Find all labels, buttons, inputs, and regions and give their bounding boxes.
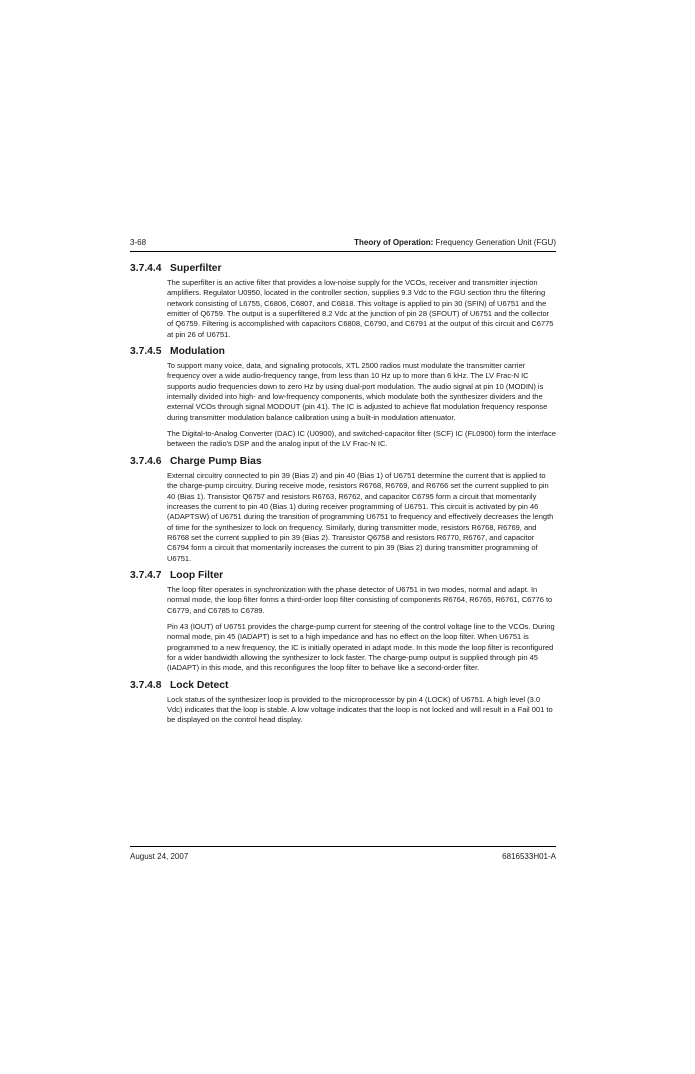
paragraph: The loop filter operates in synchronization with the phase detector of U6751 in two modes, normal and adapt. In normal mode, the loop filter forms a third-order loop filter consisting of components R6764, R6765, R6761, C6776 to C6779, and C6785 to C6789.: [167, 584, 553, 615]
section-number: 3.7.4.4: [130, 263, 162, 274]
section-loop-filter: [130, 570, 556, 674]
document-body: [130, 263, 556, 732]
footer-doc-number: 6816533H01-A: [502, 852, 556, 861]
running-title-chapter: Theory of Operation:: [354, 238, 434, 247]
header-rule: [130, 251, 556, 252]
paragraph: Lock status of the synthesizer loop is provided to the microprocessor by pin 4 (LOCK) of U6751. A high level (3.0 Vdc) indicates that the loop is stable. A low voltage indicates that the loop is not locked and will result in a Fail 001 to be displayed on the control head display.: [167, 694, 553, 725]
section-heading: [130, 346, 556, 357]
section-lock-detect: [130, 680, 556, 726]
footer-date: August 24, 2007: [130, 852, 189, 861]
paragraph: The superfilter is an active filter that provides a low-noise supply for the VCOs, receiver and transmitter injection amplifiers. Regulator U0950, located in the controller section, supplies 9.3 Vdc to the FGU section thru the filtering network consisting of L6755, C6806, C6807, and C6818. This voltage is applied to pin 30 (SFIN) of U6751 and the emitter of Q6759. The output is a superfiltered 8.2 Vdc at the junction of pin 28 (SFOUT) of U6751 and the collector of Q6759. Filtering is accomplished with capacitors C6808, C6790, and C6791 at the output of this circuit and C6775 at pin 26 of U6751.: [167, 278, 554, 339]
paragraph: Pin 43 (IOUT) of U6751 provides the charge-pump current for steering of the control voltage line to the VCOs. During normal mode, pin 45 (IADAPT) is set to a high impedance and has no effect on the loop filter. When U6751 is programmed to a new frequency, the IC is initially operated in adapt mode. In this mode the loop filter is reconfigured for a wider bandwidth allowing the synthesizer to lock faster. The charge-pump output is supplied through pin 45 (IADAPT) in this mode, and this reconfigures the loop filter to behave like a second-order filter.: [167, 621, 555, 673]
section-title: Loop Filter: [170, 569, 224, 581]
running-title: [354, 238, 556, 247]
paragraph: External circuitry connected to pin 39 (Bias 2) and pin 40 (Bias 1) of U6751 determine the current that is applied to the charge-pump circuitry. During receive mode, resistors R6768, R6769, and R6766 set the current supplied to pin 40 (Bias 1). Transistor Q6757 and resistors R6763, R6762, and capacitor C6795 form a circuit that momentarily increases the current to pin 40 (Bias 1) during receiver programming of U6751. This circuit is activated by pin 46 (ADAPTSW) of U6751 during the transition of programming U6751 to frequency and effectively decreases the length of time for the synthesizer to lock on frequency. Similarly, during transmitter mode, resistors R6768, R6769, and R6768 set the current supplied to pin 39 (Bias 2). Transistor Q6758 and resistors R6770, R6767, and capacitor C6794 form a circuit that momentarily increases the current to pin 39 (Bias 2) during transmitter programming of U6751.: [167, 470, 554, 563]
paragraph: To support many voice, data, and signaling protocols, XTL 2500 radios must modulate the transmitter carrier frequency over a wide audio-frequency range, from less than 10 Hz up to more than 6 kHz. The LV Frac-N IC supports audio frequencies down to zero Hz by using dual-port modulation. The audio signal at pin 10 (MODIN) is internally divided into high- and low-frequency components, which modulate both the synthesizer dividers and the external VCOs through signal MODOUT (pin 41). The IC is adjusted to achieve flat modulation frequency response during transmitter modulation balance calibration using a built-in modulation attenuator.: [167, 361, 548, 422]
page-number: 3-68: [130, 238, 147, 247]
section-heading: [130, 263, 556, 274]
section-title: Superfilter: [170, 263, 222, 274]
section-modulation: [130, 346, 556, 450]
section-heading: [130, 570, 556, 581]
running-title-section: Frequency Generation Unit (FGU): [433, 238, 556, 247]
section-number: 3.7.4.6: [130, 455, 162, 467]
section-heading: [130, 456, 556, 467]
section-charge-pump-bias: [130, 456, 556, 564]
section-number: 3.7.4.8: [130, 679, 162, 691]
footer-rule: [130, 846, 556, 847]
section-heading: [130, 680, 556, 691]
paragraph: The Digital-to-Analog Converter (DAC) IC (U0900), and switched-capacitor filter (SCF) IC (FL0900) form the interface between the radio's DSP and the analog input of the LV Frac-N IC.: [167, 429, 556, 449]
section-title: Charge Pump Bias: [170, 455, 262, 467]
section-title: Lock Detect: [170, 679, 229, 691]
page-header: [130, 238, 556, 252]
section-number: 3.7.4.5: [130, 346, 162, 358]
section-superfilter: [130, 263, 556, 340]
section-title: Modulation: [170, 346, 225, 358]
section-number: 3.7.4.7: [130, 569, 162, 581]
